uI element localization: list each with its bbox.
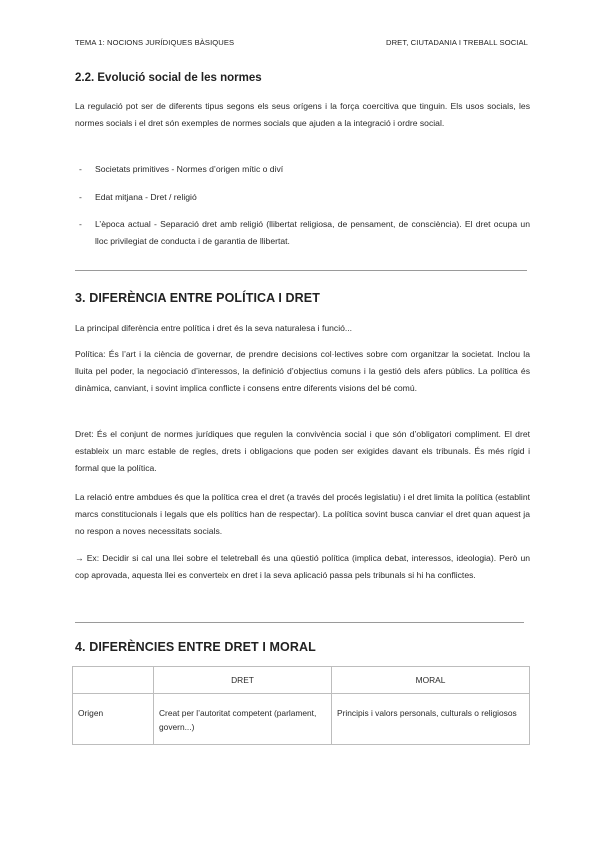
section-divider: [75, 622, 524, 623]
table-row: [73, 694, 530, 745]
table-cell: Principis i valors personals, culturals o religiosos: [332, 694, 530, 745]
section-3-example: → Ex: Decidir si cal una llei sobre el teletreball és una qüestió política (implica debat, interessos, ideologia). Però un cop aprovada, aquesta llei es converteix en dret i la seva aplicació passa pels tribunals si hi ha conflictes.: [75, 553, 530, 580]
section-3-paragraph: La relació entre ambdues és que la política crea el dret (a través del procés legislatiu) i el dret limita la política (establint marcs constitucionals i legals que els polítics han de respectar). La política sovint busca canviar el dret quan aquest ja no respon a noves necessitats socials.: [75, 492, 530, 536]
section-3-title: 3. DIFERÈNCIA ENTRE POLÍTICA I DRET: [75, 291, 320, 305]
table-header-row: [73, 667, 530, 694]
bullet-dash: -: [79, 192, 82, 202]
section-3-paragraph: La principal diferència entre política i dret és la seva naturalesa i funció...: [75, 323, 353, 333]
section-4-title: 4. DIFERÈNCIES ENTRE DRET I MORAL: [75, 640, 316, 654]
table-header-cell: [73, 667, 154, 694]
section-2-2-title: 2.2. Evolució social de les normes: [75, 72, 262, 84]
section-3-paragraph: Dret: És el conjunt de normes jurídiques que regulen la convivència social i que són d’obligatori compliment. El dret estableix un marc estable de regles, drets i obligacions que poden ser exigides davant els tribunals. És més rígid i formal que la política.: [75, 429, 530, 473]
table-header-cell: DRET: [154, 667, 332, 694]
section-3-paragraph: Política: És l’art i la ciència de governar, de prendre decisions col·lectives sobre com organitzar la societat. Inclou la lluita pel poder, la negociació d’interessos, la definició d’objectius comuns i la gestió dels afers públics. La política és dinàmica, canviant, i sovint implica conflicte i consens entre diferents visions del bé comú.: [75, 349, 530, 393]
header-subject: DRET, CIUTADANIA I TREBALL SOCIAL: [386, 38, 528, 47]
bullet-dash: -: [79, 164, 82, 174]
bullet-text: Societats primitives - Normes d’origen mític o diví: [95, 164, 284, 174]
section-2-2-intro: La regulació pot ser de diferents tipus segons els seus orígens i la força coercitiva que tinguin. Els usos socials, les normes socials i el dret són exemples de normes socials que ajuden a la integració i ordre social.: [75, 101, 530, 128]
table-cell: Creat per l’autoritat competent (parlament, govern...): [154, 694, 332, 745]
bullet-dash: -: [79, 219, 82, 229]
bullet-text: Edat mitjana - Dret / religió: [95, 192, 197, 202]
header-course-topic: TEMA 1: NOCIONS JURÍDIQUES BÀSIQUES: [75, 38, 235, 47]
bullet-text: L’època actual - Separació dret amb religió (llibertat religiosa, de pensament, de consciència). El dret ocupa un lloc privilegiat de conducta i de garantia de llibertat.: [95, 219, 530, 246]
table-header-cell: MORAL: [332, 667, 530, 694]
table-cell: Origen: [73, 694, 154, 745]
section-divider: [75, 270, 527, 271]
bullet-item: [75, 189, 530, 206]
bullet-item: [75, 216, 530, 250]
bullet-item: [75, 161, 530, 178]
comparison-table: [72, 666, 530, 745]
